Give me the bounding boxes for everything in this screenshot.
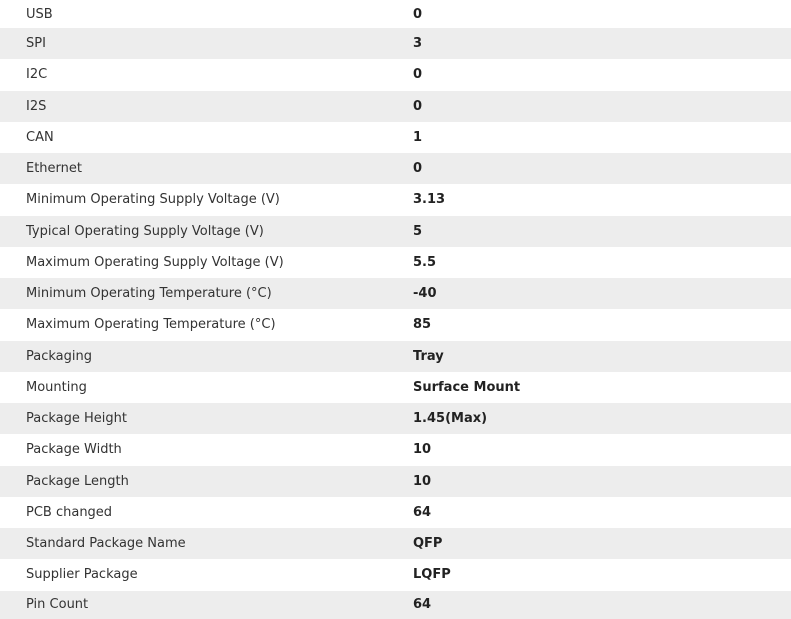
spec-label: Package Length <box>0 466 413 497</box>
table-row <box>0 247 791 278</box>
table-row <box>0 591 791 619</box>
table-row <box>0 341 791 372</box>
spec-label: PCB changed <box>26 504 113 520</box>
table-row <box>0 28 791 59</box>
table-row <box>0 466 791 497</box>
table-row <box>0 559 791 590</box>
spec-value: 85 <box>413 317 432 333</box>
spec-value: Surface Mount <box>413 379 521 395</box>
spec-value: -40 <box>413 278 791 309</box>
spec-label: SPI <box>0 28 413 59</box>
spec-label: Maximum Operating Temperature (°C) <box>26 317 276 333</box>
spec-value: LQFP <box>413 567 451 583</box>
table-row <box>0 528 791 559</box>
table-row <box>0 497 791 528</box>
spec-label: Standard Package Name <box>0 528 413 559</box>
table-row <box>0 153 791 184</box>
table-row <box>0 184 791 215</box>
spec-value: 0 <box>413 6 423 22</box>
spec-value: 0 <box>413 67 423 83</box>
spec-label: Typical Operating Supply Voltage (V) <box>0 216 413 247</box>
table-row <box>0 278 791 309</box>
spec-value: 0 <box>413 153 791 184</box>
spec-label: I2C <box>26 67 48 83</box>
spec-label: Package Width <box>26 442 122 458</box>
spec-label: Packaging <box>0 341 413 372</box>
table-row <box>0 91 791 122</box>
spec-value: 3 <box>413 28 791 59</box>
spec-label: Minimum Operating Temperature (°C) <box>0 278 413 309</box>
spec-value: 3.13 <box>413 192 446 208</box>
spec-value: 5 <box>413 216 791 247</box>
table-row <box>0 434 791 465</box>
table-row <box>0 122 791 153</box>
table-row <box>0 59 791 90</box>
spec-label: Maximum Operating Supply Voltage (V) <box>26 254 284 270</box>
table-row <box>0 309 791 340</box>
spec-value: 64 <box>413 591 791 619</box>
spec-value: 64 <box>413 504 432 520</box>
spec-label: Pin Count <box>0 591 413 619</box>
table-row <box>0 403 791 434</box>
spec-value: 0 <box>413 91 791 122</box>
spec-value: QFP <box>413 528 791 559</box>
spec-label: Mounting <box>26 379 87 395</box>
table-row <box>0 372 791 403</box>
table-row <box>0 216 791 247</box>
spec-value: 5.5 <box>413 254 437 270</box>
spec-label: USB <box>26 6 53 22</box>
table-row <box>0 0 791 28</box>
spec-label: Minimum Operating Supply Voltage (V) <box>26 192 280 208</box>
spec-label: CAN <box>26 129 54 145</box>
spec-label: I2S <box>0 91 413 122</box>
spec-value: Tray <box>413 341 791 372</box>
spec-value: 10 <box>413 466 791 497</box>
spec-value: 10 <box>413 442 432 458</box>
spec-value: 1.45(Max) <box>413 403 791 434</box>
spec-value: 1 <box>413 129 423 145</box>
spec-label: Package Height <box>0 403 413 434</box>
spec-label: Ethernet <box>0 153 413 184</box>
spec-label: Supplier Package <box>26 567 138 583</box>
